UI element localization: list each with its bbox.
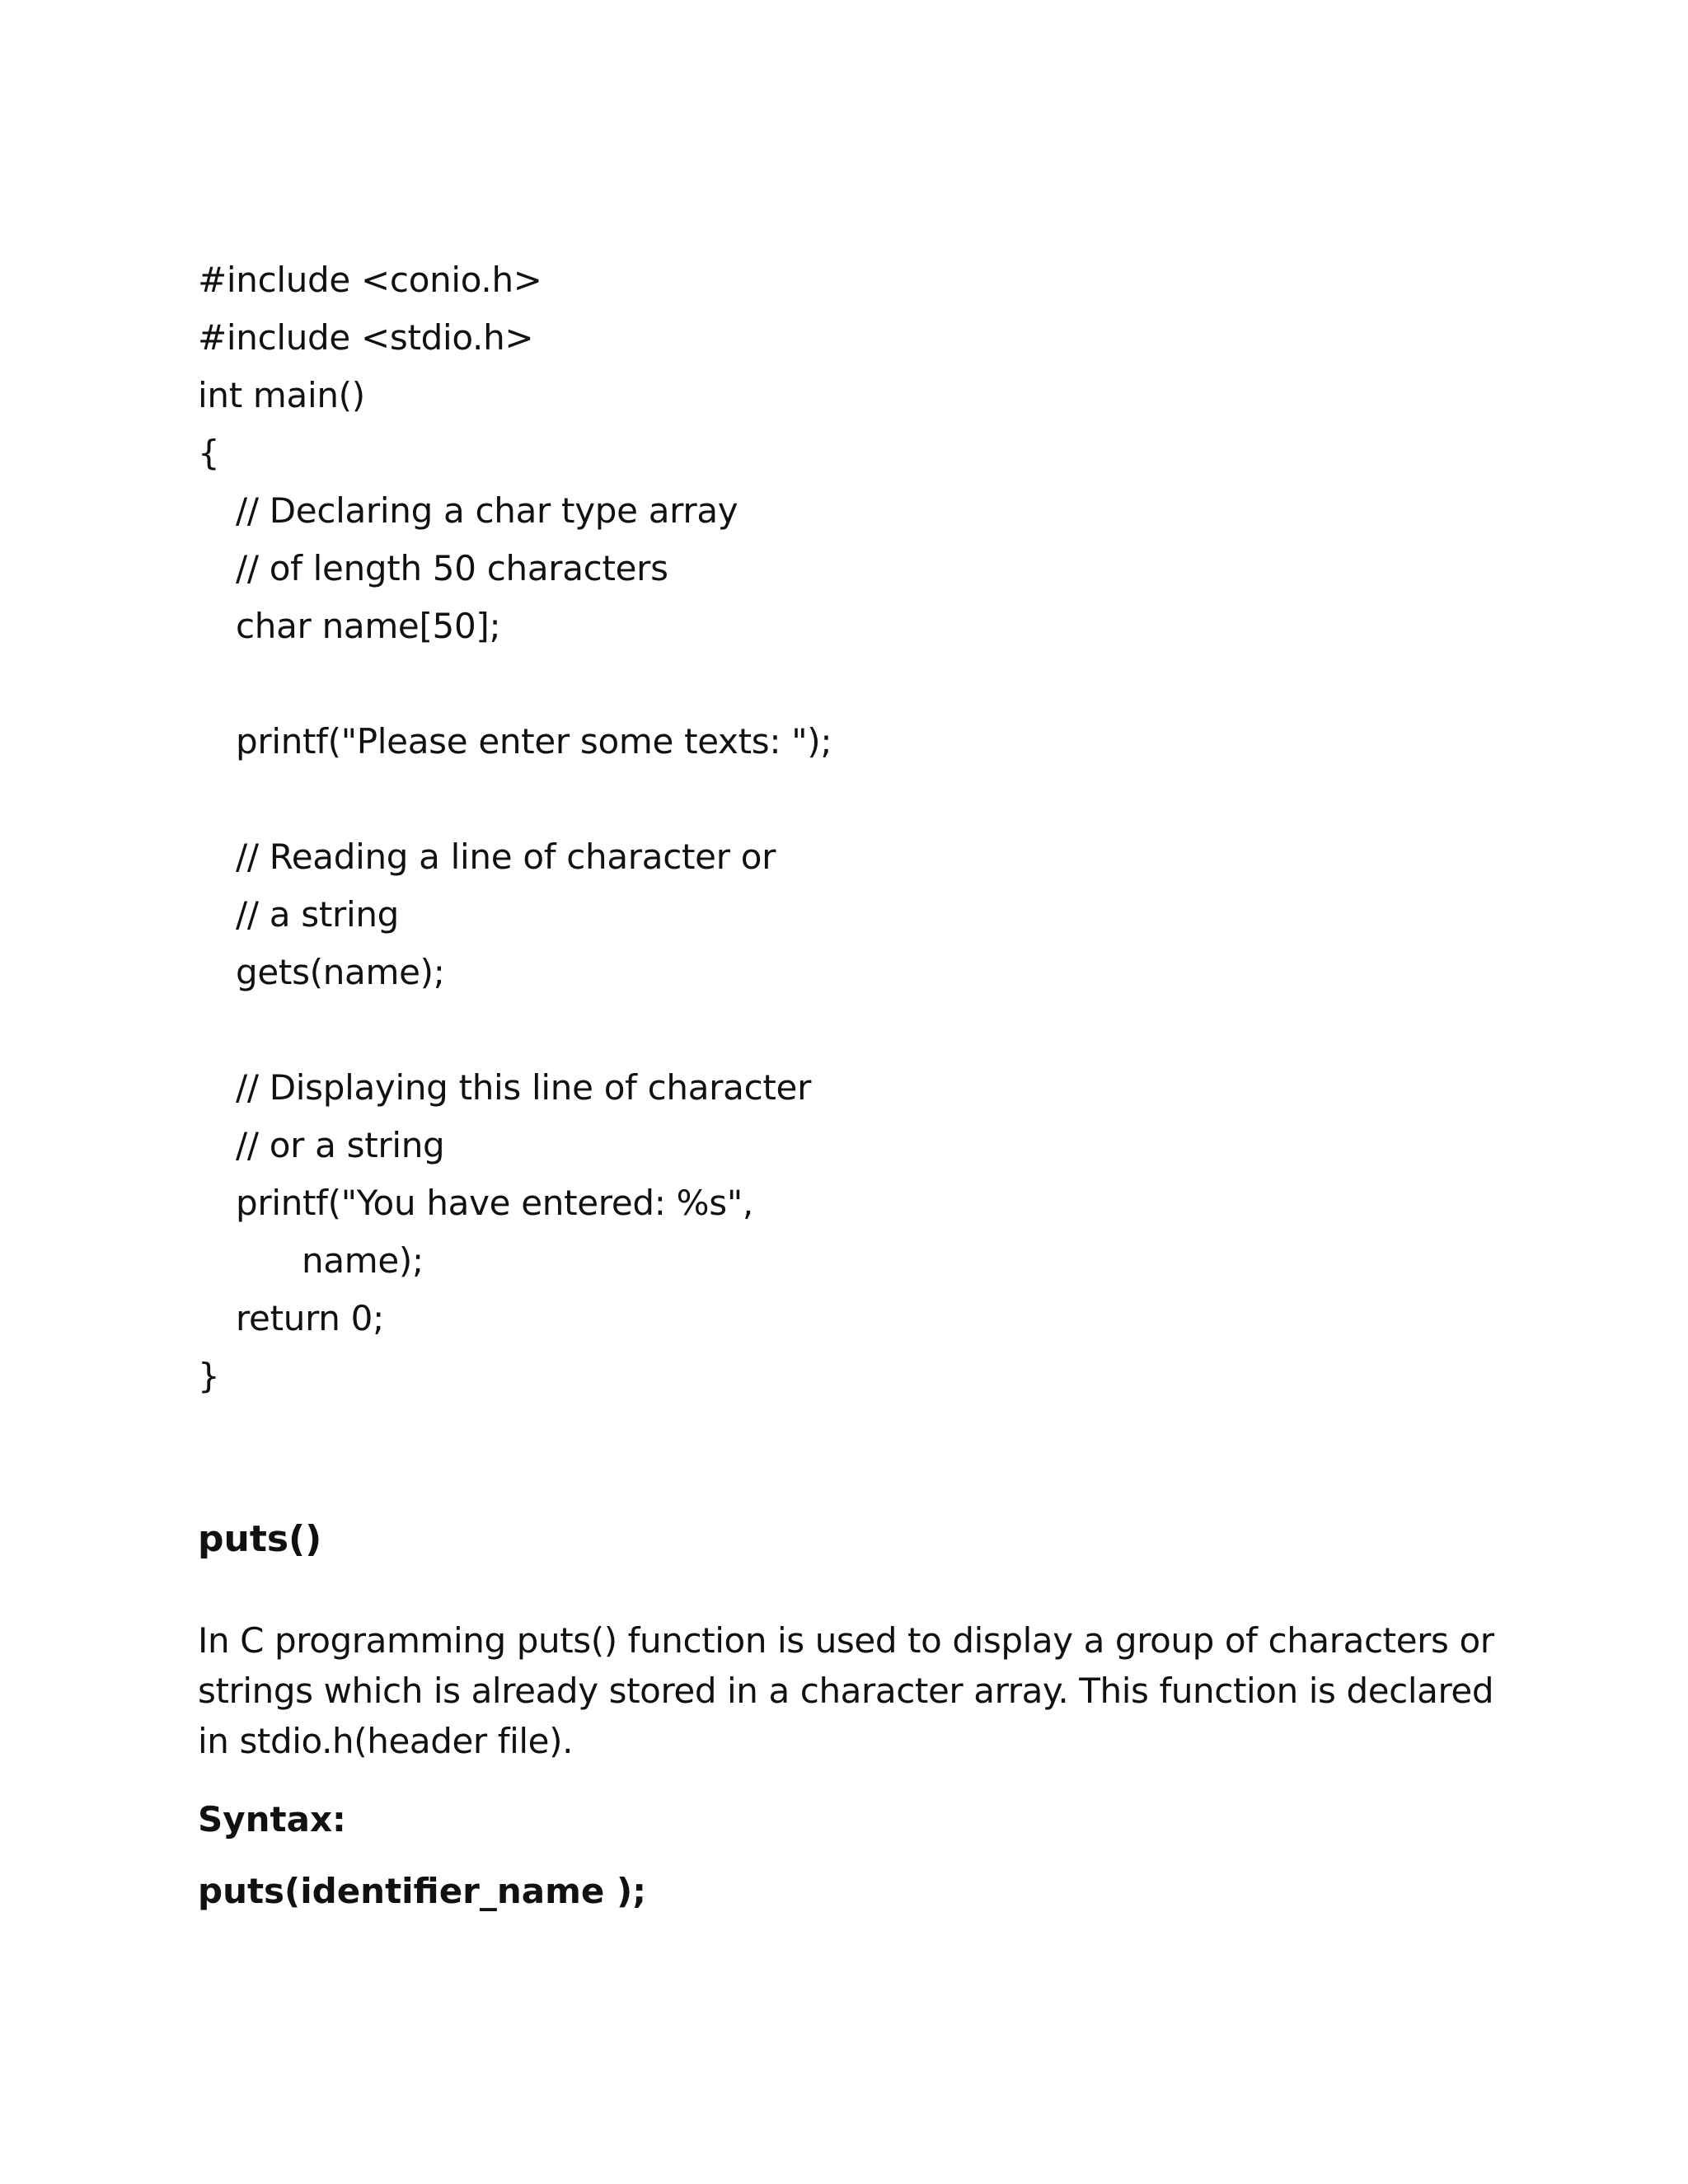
code-line: #include <stdio.h> xyxy=(198,317,534,358)
section-heading: puts() xyxy=(198,1518,322,1560)
code-comment: // or a string xyxy=(236,1125,445,1165)
code-comment: // Declaring a char type array xyxy=(236,490,738,531)
code-line: } xyxy=(198,1356,220,1396)
code-line: printf("Please enter some texts: "); xyxy=(236,721,832,762)
code-line: #include <conio.h> xyxy=(198,260,542,300)
code-blank-line xyxy=(198,771,1517,828)
code-line: { xyxy=(198,433,220,473)
code-blank-line xyxy=(198,1001,1517,1059)
syntax-code: puts(identifier_name ); xyxy=(198,1871,646,1911)
syntax-label: Syntax: xyxy=(198,1799,346,1840)
code-line: gets(name); xyxy=(236,952,445,992)
code-comment: // Displaying this line of character xyxy=(236,1067,812,1108)
code-line: int main() xyxy=(198,375,365,415)
code-blank-line xyxy=(198,655,1517,713)
code-example xyxy=(198,251,1517,1405)
code-line: return 0; xyxy=(236,1298,384,1338)
code-comment: // of length 50 characters xyxy=(236,548,668,588)
code-comment: // Reading a line of character or xyxy=(236,837,776,877)
code-comment: // a string xyxy=(236,894,400,935)
section-paragraph: In C programming puts() function is used to display a group of characters or strings which is already stored in a character array. This function is declared in stdio.h(header file). xyxy=(198,1620,1494,1761)
code-line: name); xyxy=(302,1240,424,1281)
code-line: printf("You have entered: %s", xyxy=(236,1183,753,1223)
code-line: char name[50]; xyxy=(236,606,501,646)
